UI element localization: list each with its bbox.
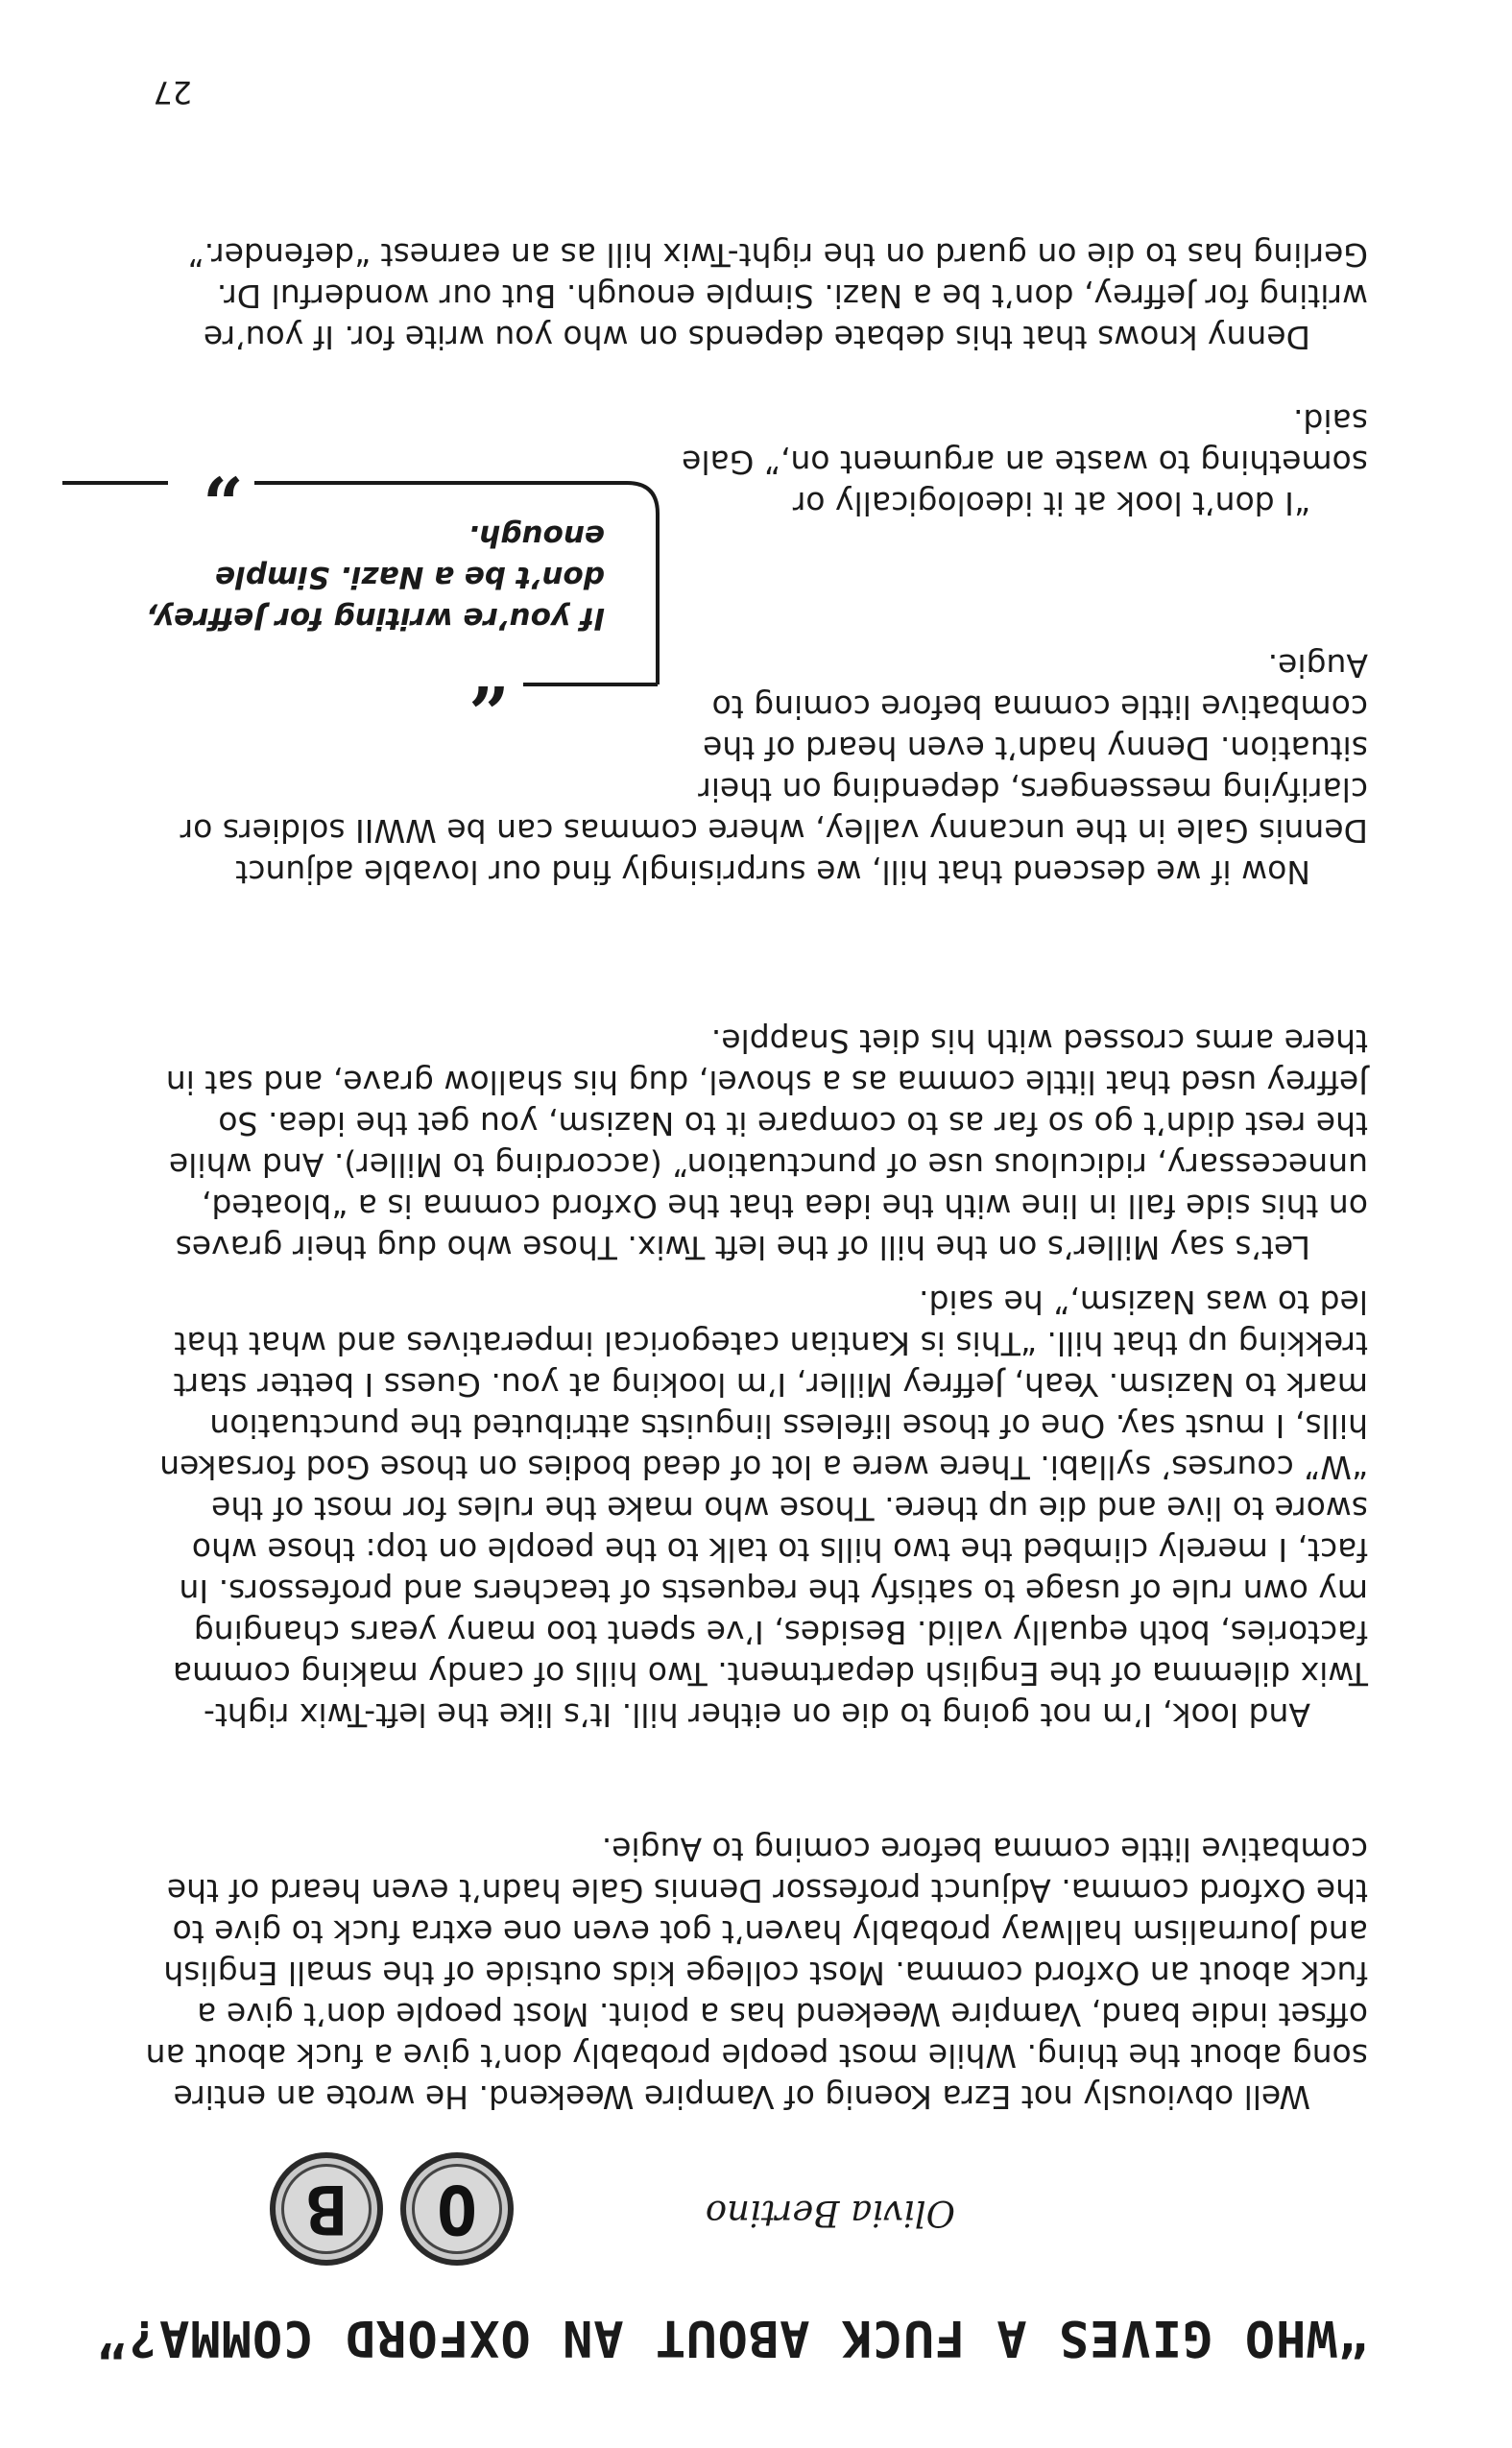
paragraph-3: Let’s say Miller’s on the hill of the left Twix. Those who dug their graves on this side fall in line with the idea that the Oxford comma is a “bloated, unnecessary, ridiculous use of punctuation” (according to Miller). And while the rest didn’t go so far as to compare it to Nazism, you get the idea. So Jeffrey used that little comma as a shovel, dug his shallow grave, and sat in there arms crossed with his diet Snapple. xyxy=(165,1022,1368,1266)
article-title: “WHO GIVES A FUCK ABOUT AN OXFORD COMMA?” xyxy=(96,2309,1368,2366)
pull-quote xyxy=(43,427,677,719)
initials-logo xyxy=(264,2146,514,2266)
author-byline: Olivia Bertino xyxy=(705,2193,955,2234)
close-quote-icon: ” xyxy=(202,427,243,510)
paragraph-4-start: Now if we descend that hill, we surprisingly find our lovable adjunct Dennis Gale in the uncanny valley, where commas can be WWII soldiers or xyxy=(180,812,1368,891)
paragraph-4-continued: clarifying messengers, depending on their situation. Denny hadn’t even heard of the combative little comma before coming to Augie. xyxy=(698,647,1368,808)
initial-o: O xyxy=(436,2170,478,2248)
paragraph-2: And look, I’m not going to die on either hill. It’s like the left-Twix right-Twix dilemma of the English department. Two hills of candy making comma factories, both equally valid. Besides, I’ve spent too many years changing my own rule of usage to satisfy the requests of teachers and professors. In fact, I merely climbed the two hills to talk to the people on top: those who swore to live and die up there. Those who make the rules for most of the “W” courses’ syllabi. There were a lot of dead bodies on those God forsaken hills, I must say. One of those lifeless linguists attributed the punctuation mark to Nazism. Yeah, Jeffrey Miller, I’m looking at you. Guess I better start trekking up that hill. “This is Kantian categorical imperatives and what that led to was Nazism,” he said. xyxy=(159,1284,1368,1734)
open-quote-icon: “ xyxy=(468,636,509,719)
pull-quote-text: If you’re writing for Jeffrey, don’t be a Nazi. Simple enough. xyxy=(145,518,605,636)
initial-b: B xyxy=(305,2170,348,2248)
paragraph-6: Denny knows that this debate depends on who you write for. If you’re writing for Jeffrey, don’t be a Nazi. Simple enough. But our wonderful Dr. Gerling has to die on guard on the right-Twix hill as an earnest “defender.” xyxy=(187,236,1368,356)
page-number: 27 xyxy=(153,74,192,110)
typewriter-key-b-icon xyxy=(270,2152,383,2266)
paragraph-1: Well obviously not Ezra Koenig of Vampire Weekend. He wrote an entire song about the thing. While most people probably don’t give a fuck about an offset indie band, Vampire Weekend has a point. Most people don’t give a fuck about an Oxford comma. Most college kids outside of the small English and Journalism hallway probably haven’t got even one extra fuck to give to the Oxford comma. Adjunct professor Dennis Gale hadn’t even heard of the combative little comma before coming to Augie. xyxy=(145,1831,1368,2116)
paragraph-5: “I don’t look at it ideologically or something to waste an argument on,” Gale said. xyxy=(682,402,1368,522)
typewriter-key-o-icon xyxy=(400,2152,514,2266)
